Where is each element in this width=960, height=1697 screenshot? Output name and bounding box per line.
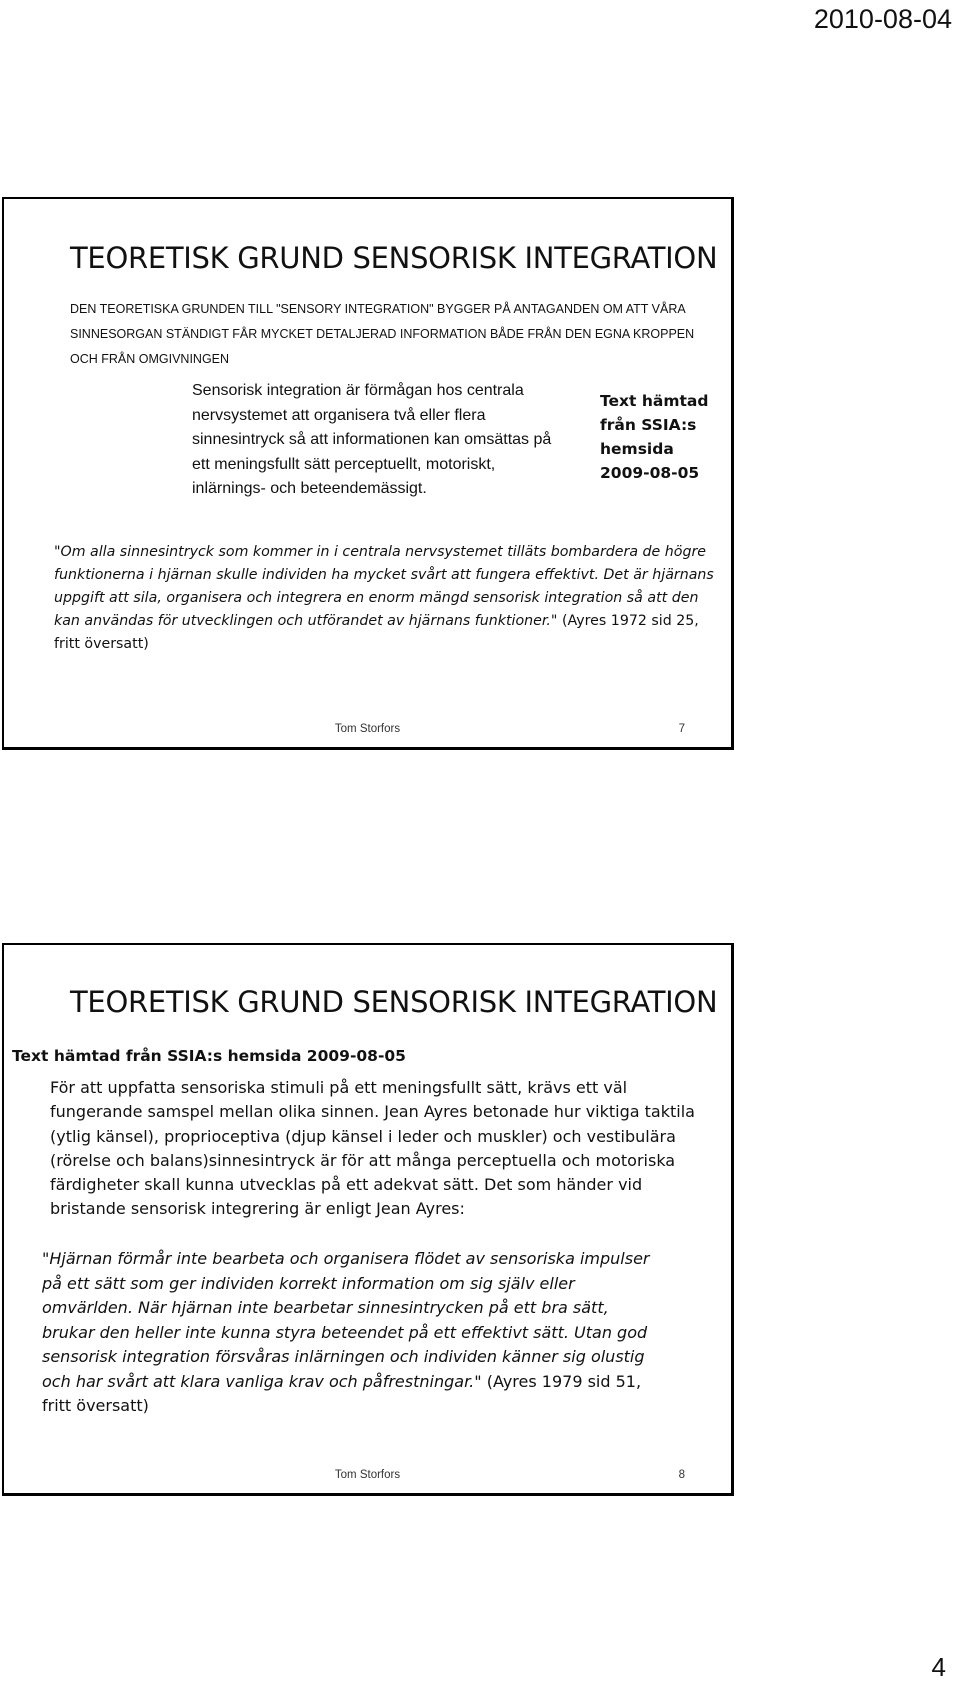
ayres-quote xyxy=(42,1247,662,1419)
page-number: 4 xyxy=(931,1652,946,1682)
source-note: Text hämtad från SSIA:s hemsida 2009-08-05 xyxy=(600,392,709,482)
slide-number: 7 xyxy=(678,723,685,735)
slide-title: TEORETISK GRUND SENSORISK INTEGRATION xyxy=(70,985,718,1019)
quote-citation: (Ayres 1979 sid 51, fritt översatt) xyxy=(42,1371,642,1415)
source-note: Text hämtad från SSIA:s hemsida 2009-08-05 xyxy=(12,1047,406,1065)
slide-8 xyxy=(2,943,734,1496)
quote-text: "Hjärnan förmår inte bearbeta och organisera flödet av sensoriska impulser på ett sätt som ger individen korrekt information om sig själv eller omvärlden. När hjärnan inte bearbetar sinnesintrycken på ett bra sätt, brukar den heller inte kunna styra beteendet på ett effektivt sätt. Utan god sensorisk integration försvåras inlärningen och individen känner sig olustig och har svårt att klara vanliga krav och påfrestningar." xyxy=(42,1249,650,1391)
ayres-quote xyxy=(54,541,714,656)
body-text: För att uppfatta sensoriska stimuli på ett meningsfullt sätt, krävs ett väl fungerande samspel mellan olika sinnen. Jean Ayres betonade hur viktiga taktila (ytlig känsel), proprioceptiva (djup känsel i leder och muskler) och vestibulära (rörelse och balans)sinnesintryck är för att många perceptuella och motoriska färdigheter skall kunna utvecklas på ett adekvat sätt. Det som händer vid bristande sensorisk integrering är enligt Jean Ayres: xyxy=(50,1078,695,1219)
slide-title: TEORETISK GRUND SENSORISK INTEGRATION xyxy=(70,241,718,275)
slide-subtitle: DEN TEORETISKA GRUNDEN TILL "SENSORY INTEGRATION" BYGGER PÅ ANTAGANDEN OM ATT VÅRA SINNESORGAN STÄNDIGT FÅR MYCKET DETALJERAD INFORMATION BÅDE FRÅN DEN EGNA KROPPEN OCH FRÅN OMGIVNINGEN xyxy=(70,302,695,366)
header-date: 2010-08-04 xyxy=(813,4,952,34)
slide-7 xyxy=(2,197,734,750)
quote-citation: (Ayres 1972 sid 25, fritt översatt) xyxy=(54,613,699,652)
quote-text: "Om alla sinnesintryck som kommer in i centrala nervsystemet tilläts bombardera de högre funktionerna i hjärnan skulle individen ha mycket svårt att fungera effektivt. Det är hjärnans uppgift att sila, organisera och integrera en enorm mängd sensorisk integration så att den kan användas för utvecklingen och utförandet av hjärnans funktioner." xyxy=(54,544,714,629)
slide-footer-author: Tom Storfors xyxy=(334,723,401,735)
slide-footer-author: Tom Storfors xyxy=(334,1469,401,1481)
definition-text: Sensorisk integration är förmågan hos centrala nervsystemet att organisera två eller flera sinnesintryck så att informationen kan omsättas på ett meningsfullt sätt perceptuellt, motoriskt, inlärnings- och beteendemässigt. xyxy=(192,382,552,497)
slide-number: 8 xyxy=(678,1469,685,1481)
